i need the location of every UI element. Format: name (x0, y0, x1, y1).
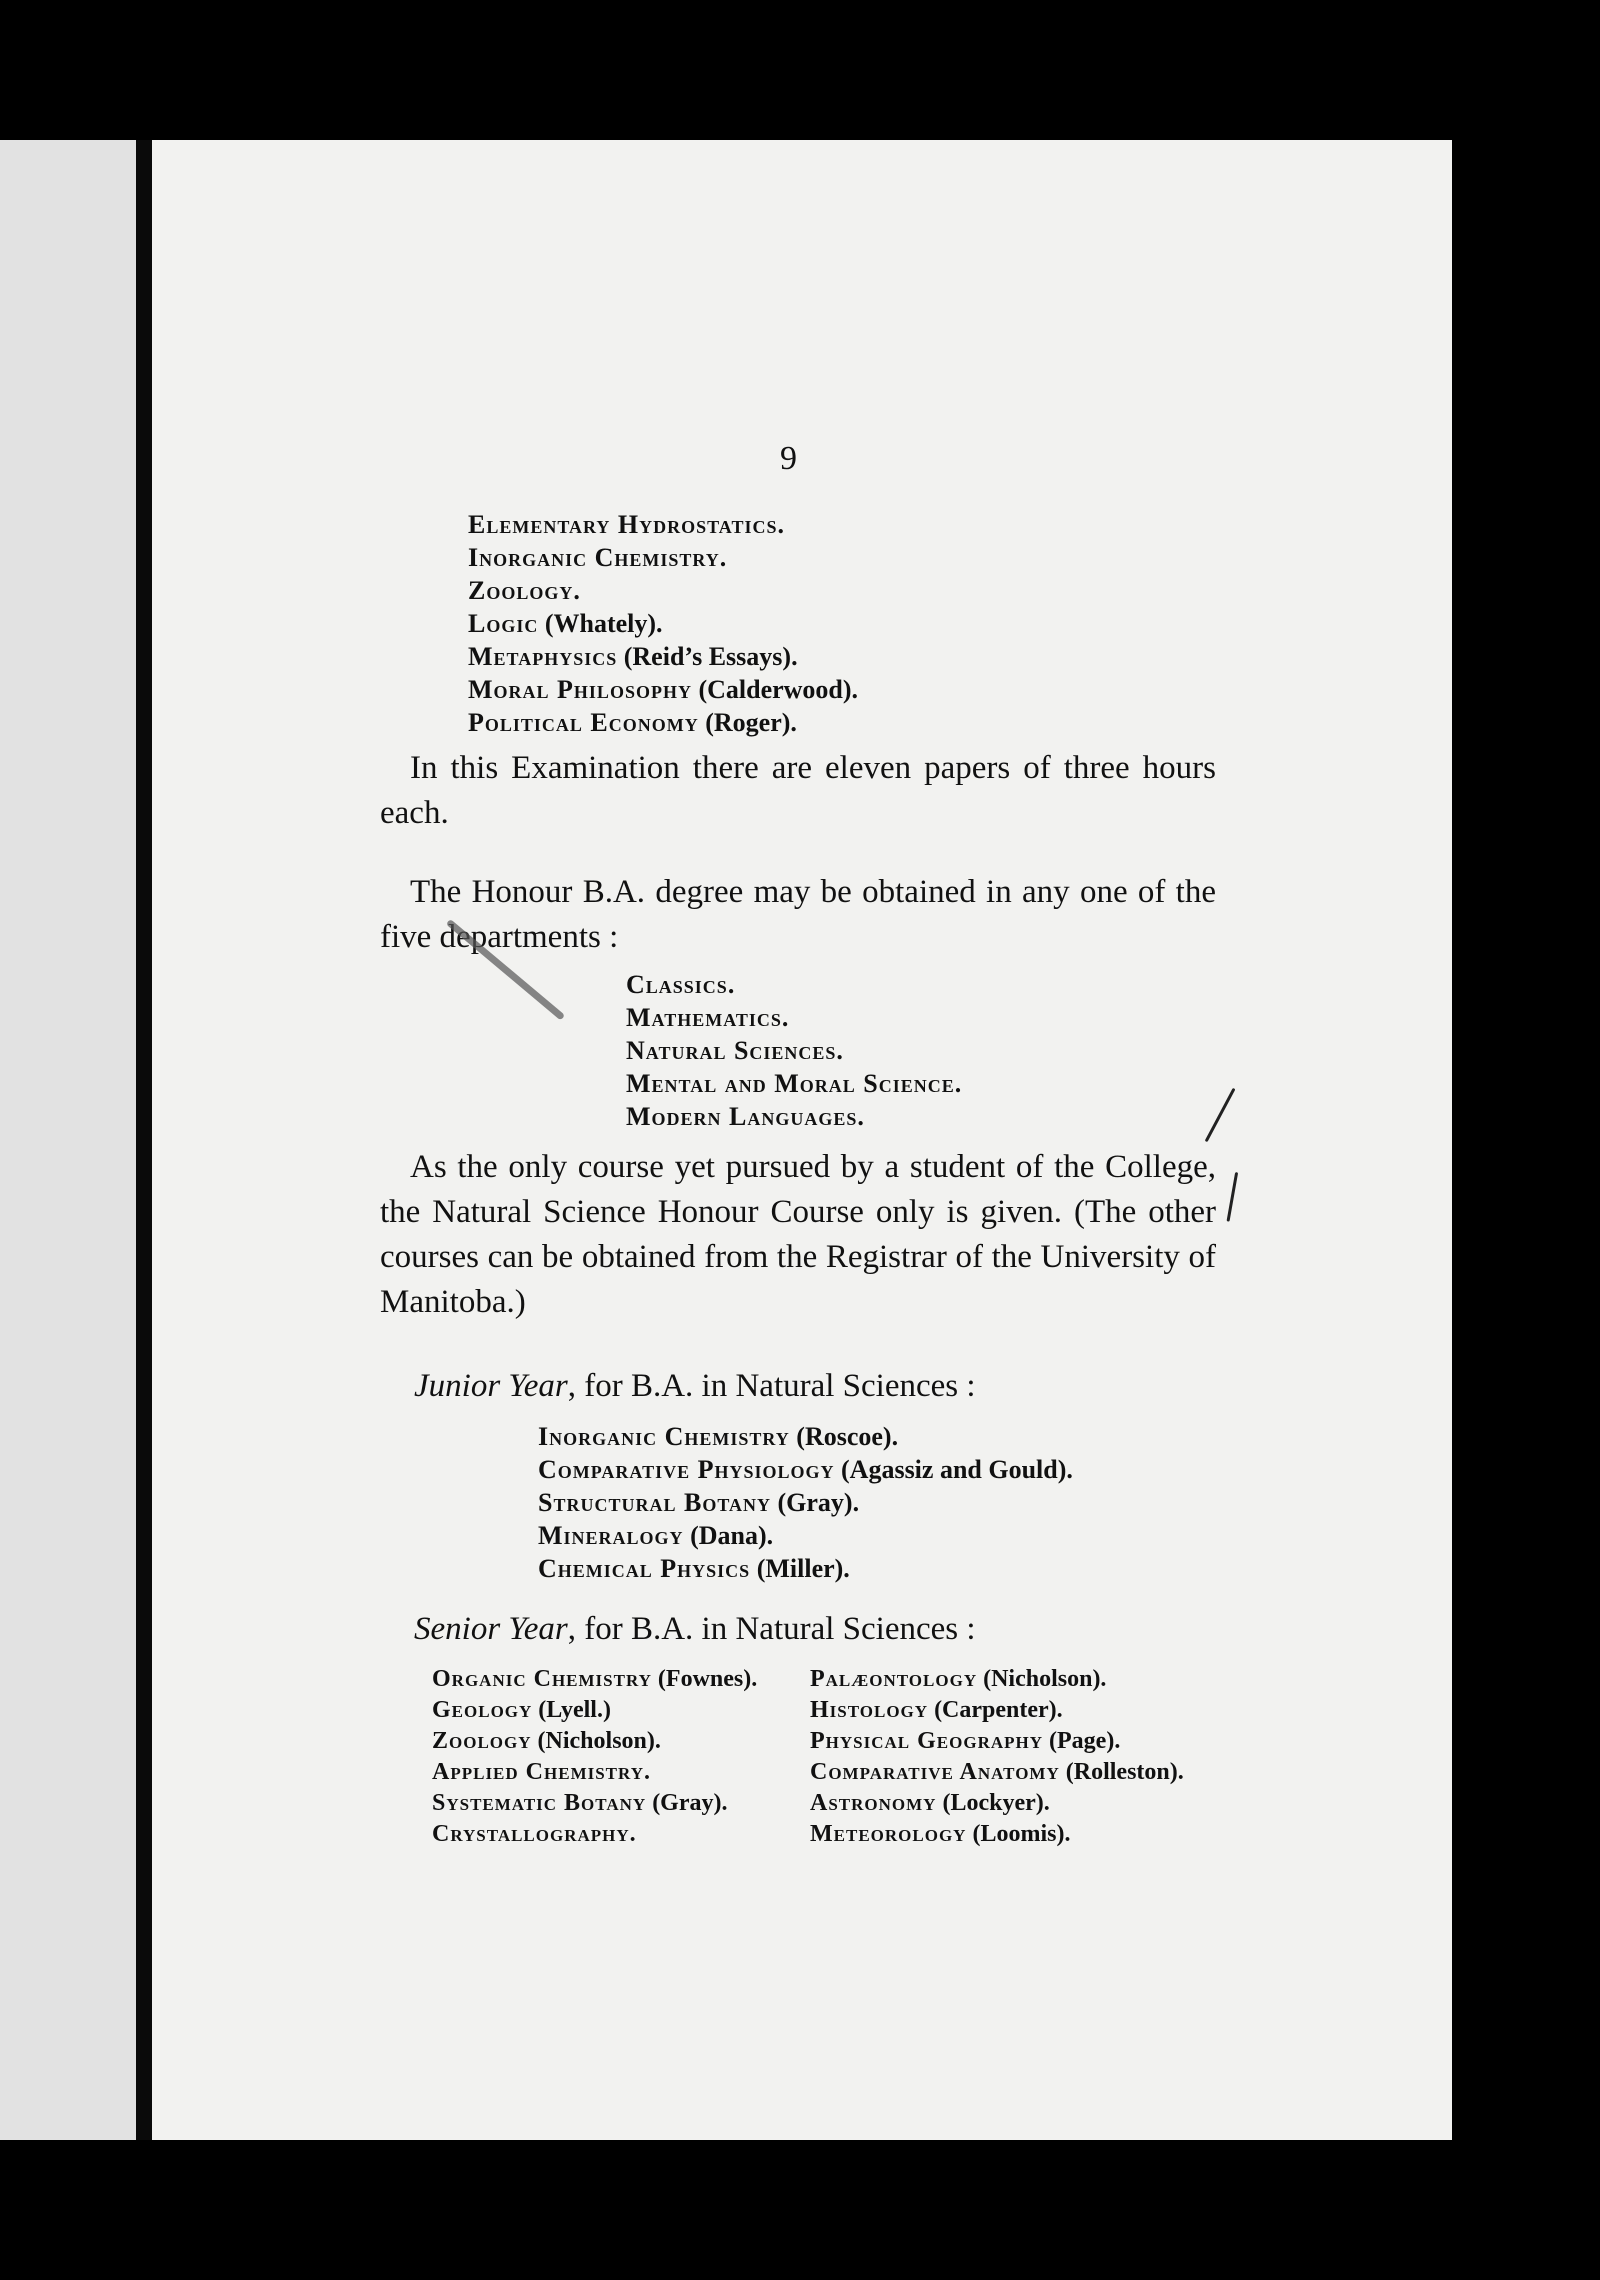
paragraph-exam: In this Examination there are eleven papers of three hours each. (380, 750, 1216, 831)
page-sheet (152, 140, 1452, 2140)
list-item: Comparative Physiology (Agassiz and Gould). (538, 1455, 1073, 1484)
senior-subjects-right (810, 1664, 1184, 1850)
list-item: Crystallography. (432, 1821, 636, 1847)
list-item: Applied Chemistry. (432, 1759, 650, 1785)
list-item: Zoology (Nicholson). (432, 1728, 661, 1754)
list-item: Geology (Lyell.) (432, 1697, 611, 1723)
subjects-list (468, 508, 858, 739)
page-number: 9 (780, 440, 797, 477)
list-item: Mineralogy (Dana). (538, 1521, 774, 1550)
list-item: Political Economy (Roger). (468, 708, 797, 737)
list-item: Histology (Carpenter). (810, 1697, 1063, 1723)
list-item: Metaphysics (Reid’s Essays). (468, 642, 798, 671)
list-item: Palæontology (Nicholson). (810, 1666, 1107, 1692)
book-spine (136, 140, 152, 2140)
departments-list (626, 968, 962, 1133)
list-item: Inorganic Chemistry. (468, 543, 727, 572)
list-item: Zoology. (468, 576, 580, 605)
list-item: Chemical Physics (Miller). (538, 1554, 850, 1583)
list-item: Logic (Whately). (468, 609, 663, 638)
list-item: Meteorology (Loomis). (810, 1821, 1071, 1847)
list-item: Comparative Anatomy (Rolleston). (810, 1759, 1184, 1785)
list-item: Systematic Botany (Gray). (432, 1790, 728, 1816)
list-item: Mental and Moral Science. (626, 1069, 963, 1098)
junior-year-heading: Junior Year, for B.A. in Natural Sciences : (414, 1368, 976, 1404)
list-item: Modern Languages. (626, 1102, 865, 1131)
senior-subjects-left (432, 1664, 757, 1850)
list-item: Organic Chemistry (Fownes). (432, 1666, 758, 1692)
list-item: Mathematics. (626, 1003, 790, 1032)
list-item: Physical Geography (Page). (810, 1728, 1121, 1754)
paragraph-honour: The Honour B.A. degree may be obtained in any one of the five departments : (380, 874, 1216, 955)
list-item: Structural Botany (Gray). (538, 1488, 860, 1517)
list-item: Astronomy (Lockyer). (810, 1790, 1050, 1816)
list-item: Natural Sciences. (626, 1036, 844, 1065)
senior-year-heading: Senior Year, for B.A. in Natural Sciences : (414, 1611, 976, 1647)
list-item: Classics. (626, 970, 736, 999)
list-item: Elementary Hydrostatics. (468, 510, 784, 539)
list-item: Moral Philosophy (Calderwood). (468, 675, 859, 704)
paragraph-course: As the only course yet pursued by a student of the College, the Natural Science Honour Course only is given. (The other courses can be obtained from the Registrar of the University of Manitoba.) (380, 1149, 1216, 1320)
list-item: Inorganic Chemistry (Roscoe). (538, 1422, 899, 1451)
junior-subjects-list (538, 1420, 1073, 1585)
left-page-edge (0, 140, 140, 2140)
